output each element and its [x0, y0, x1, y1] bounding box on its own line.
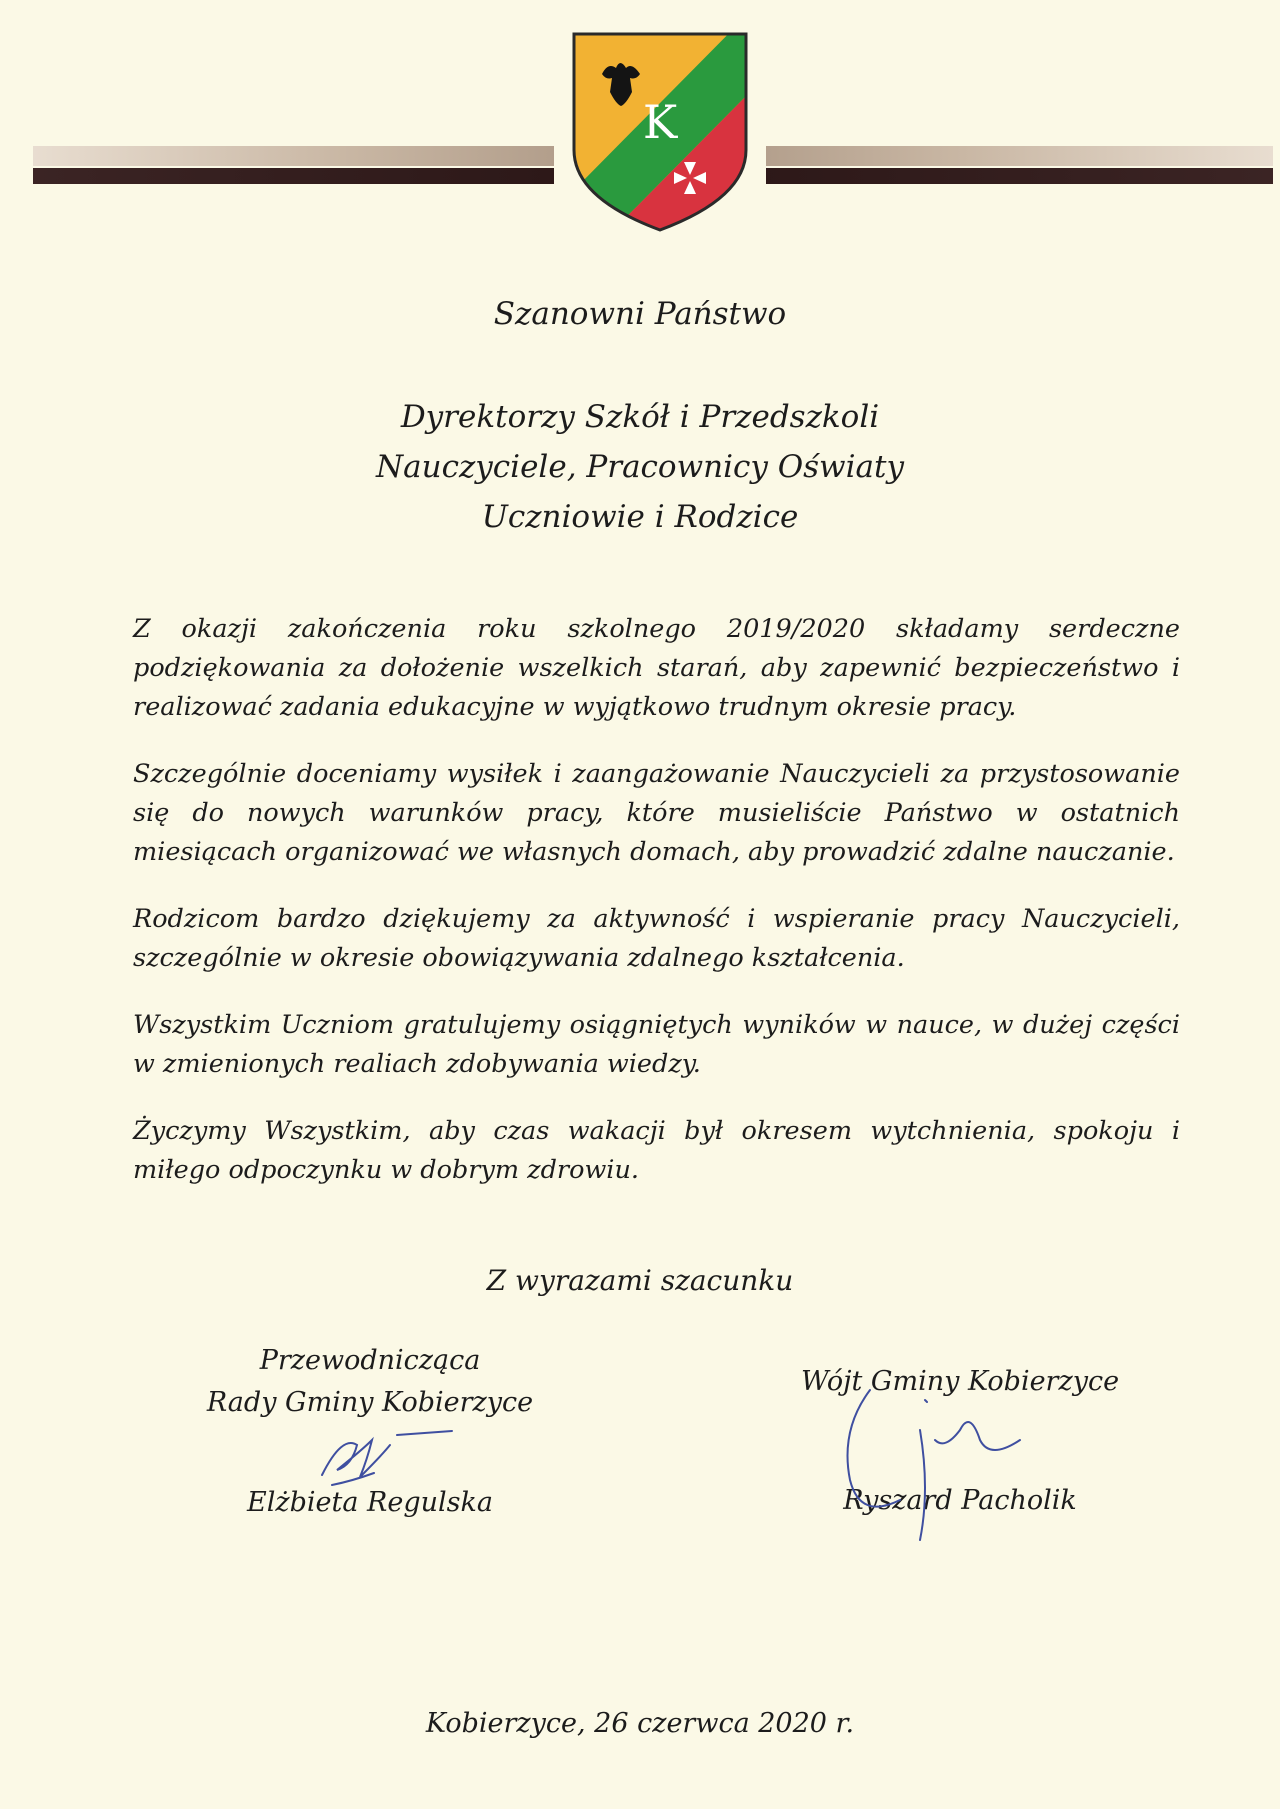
body-paragraph: Z okazji zakończenia roku szkolnego 2019/2020 składamy serdeczne podziękowania za dołożenie wszelkich starań, aby zapewnić bezpieczeństwo i realizować zadania edukacyjne w wyjątkowo trudnym okresie pracy. [133, 614, 1180, 722]
recipient-line: Nauczyciele, Pracownicy Oświaty [376, 449, 904, 485]
body-paragraph: Rodzicom bardzo dziękujemy za aktywność i wspieranie pracy Nauczycieli, szczególnie w okresie obowiązywania zdalnego kształcenia. [133, 904, 1180, 973]
body-paragraph: Życzymy Wszystkim, aby czas wakacji był okresem wytchnienia, spokoju i miłego odpoczynku w dobrym zdrowiu. [133, 1116, 1180, 1185]
letter-body [133, 610, 1180, 1218]
recipient-line: Dyrektorzy Szkół i Przedszkoli [400, 399, 880, 435]
signatory-name: Elżbieta Regulska [247, 1487, 493, 1518]
coat-of-arms-icon [568, 30, 752, 234]
signatory-name: Ryszard Pacholik [843, 1485, 1077, 1516]
signature-block-left [160, 1340, 580, 1524]
signatory-title-line2: Rady Gminy Kobierzyce [206, 1387, 534, 1418]
recipients [0, 392, 1280, 542]
body-paragraph: Wszystkim Uczniom gratulujemy osiągniętych wyników w nauce, w dużej części w zmienionych realiach zdobywania wiedzy. [133, 1010, 1180, 1079]
closing-phrase: Z wyrazami szacunku [486, 1264, 794, 1297]
salutation: Szanowni Państwo [493, 296, 787, 332]
crest-letter: K [642, 95, 678, 149]
recipient-line: Uczniowie i Rodzice [481, 499, 799, 535]
signature-block-right [740, 1361, 1180, 1522]
signatory-title-line1: Przewodnicząca [259, 1345, 481, 1376]
place-and-date: Kobierzyce, 26 czerwca 2020 r. [425, 1708, 855, 1739]
signatory-title: Wójt Gminy Kobierzyce [800, 1366, 1120, 1397]
body-paragraph: Szczególnie doceniamy wysiłek i zaangażowanie Nauczycieli za przystosowanie się do nowych warunków pracy, które musieliście Państwo w ostatnich miesiącach organizować we własnych domach, aby prowadzić zdalne nauczanie. [133, 759, 1180, 867]
